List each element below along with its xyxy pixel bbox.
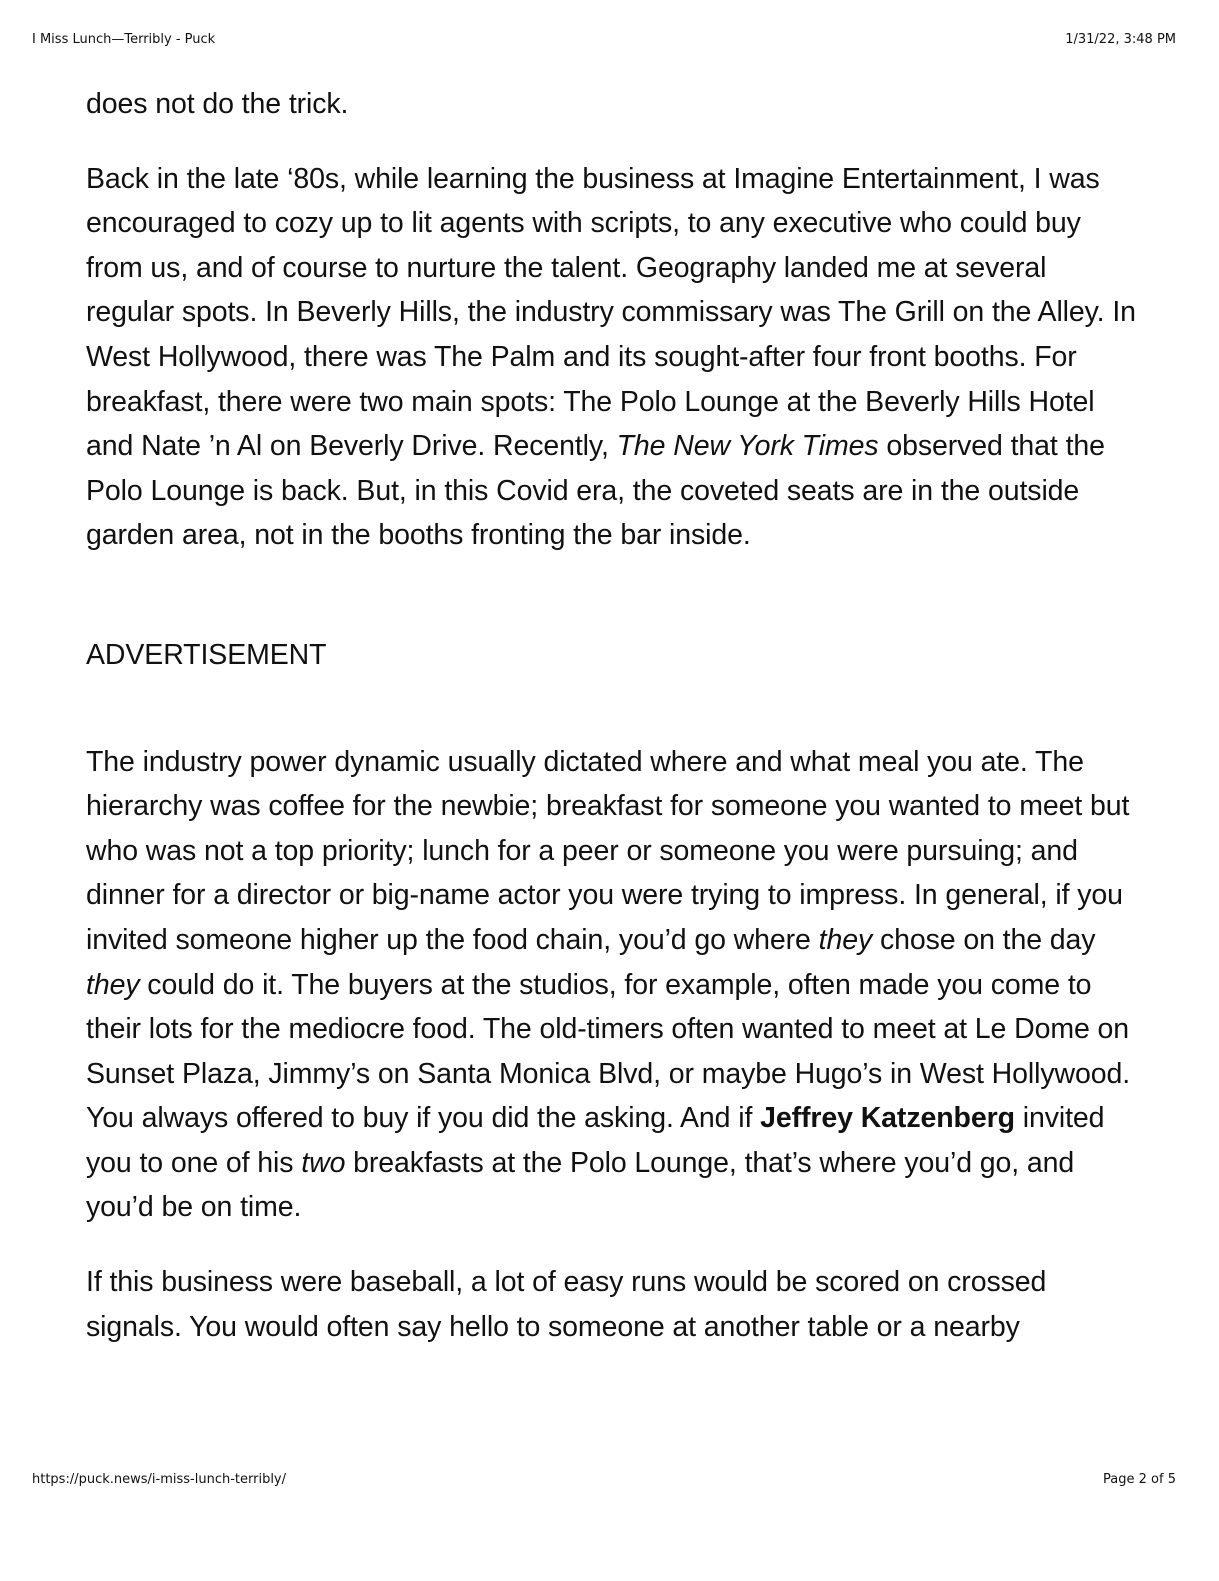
article-body — [86, 82, 1136, 1349]
emphasis-text: they — [818, 923, 873, 956]
paragraph-power-dynamic — [86, 740, 1136, 1231]
paragraph-text: Back in the late ‘80s, while learning the business at Imagine Entertainment, I was encouraged to cozy up to lit agents with scripts, to any executive who could buy from us, and of course to nurture the talent. Geography landed me at several regular spots. In Beverly Hills, the industry commissary was The Grill on the Alley. In West Hollywood, there was The Palm and its sought-after four front booths. For breakfast, there were two main spots: The Polo Lounge at the Beverly Hills Hotel and Nate ’n Al on Beverly Drive. Recently, — [86, 162, 1136, 463]
paragraph-text: observed that the Polo Lounge is back. But, in this Covid era, the coveted seats are in the outside garden area, not in the booths fronting the bar inside. — [86, 430, 1105, 552]
emphasis-text: they — [86, 968, 140, 1001]
person-name: Jeffrey Katzenberg — [760, 1102, 1015, 1135]
paragraph-imagine-entertainment — [86, 157, 1136, 558]
page-title: I Miss Lunch—Terribly - Puck — [32, 32, 216, 47]
print-datetime: 1/31/22, 3:48 PM — [1065, 32, 1176, 47]
print-header — [32, 32, 1176, 47]
paragraph-text: chose on the day — [872, 923, 1096, 956]
paragraph-text: could do it. The buyers at the studios, for example, often made you come to their lots for the mediocre food. The old-timers often wanted to meet at Le Dome on Sunset Plaza, Jimmy’s on Santa Monica Blvd, or maybe Hugo’s in West Hollywood. You always offered to buy if you did the asking. And if — [86, 968, 1131, 1135]
paragraph-text: The industry power dynamic usually dictated where and what meal you ate. The hierarchy was coffee for the newbie; breakfast for someone you wanted to meet but who was not a top priority; lunch for a peer or someone you were pursuing; and dinner for a director or big-name actor you were trying to impress. In general, if you invited someone higher up the food chain, you’d go where — [86, 745, 1130, 956]
publication-name: The New York Times — [616, 430, 879, 463]
lead-fragment: does not do the trick. — [86, 88, 349, 120]
advertisement-label: ADVERTISEMENT — [86, 638, 327, 671]
emphasis-text: two — [301, 1146, 346, 1179]
paragraph-baseball: If this business were baseball, a lot of easy runs would be scored on crossed signals. You would often say hello to someone at another table or a nearby — [86, 1266, 1047, 1343]
page-indicator: Page 2 of 5 — [1103, 1472, 1176, 1487]
page-url: https://puck.news/i-miss-lunch-terribly/ — [32, 1472, 287, 1487]
paragraph-text: breakfasts at the Polo Lounge, that’s where you’d go, and you’d be on time. — [86, 1146, 1075, 1224]
print-footer — [32, 1472, 1176, 1487]
paragraph-text: invited you to one of his — [86, 1102, 1105, 1179]
